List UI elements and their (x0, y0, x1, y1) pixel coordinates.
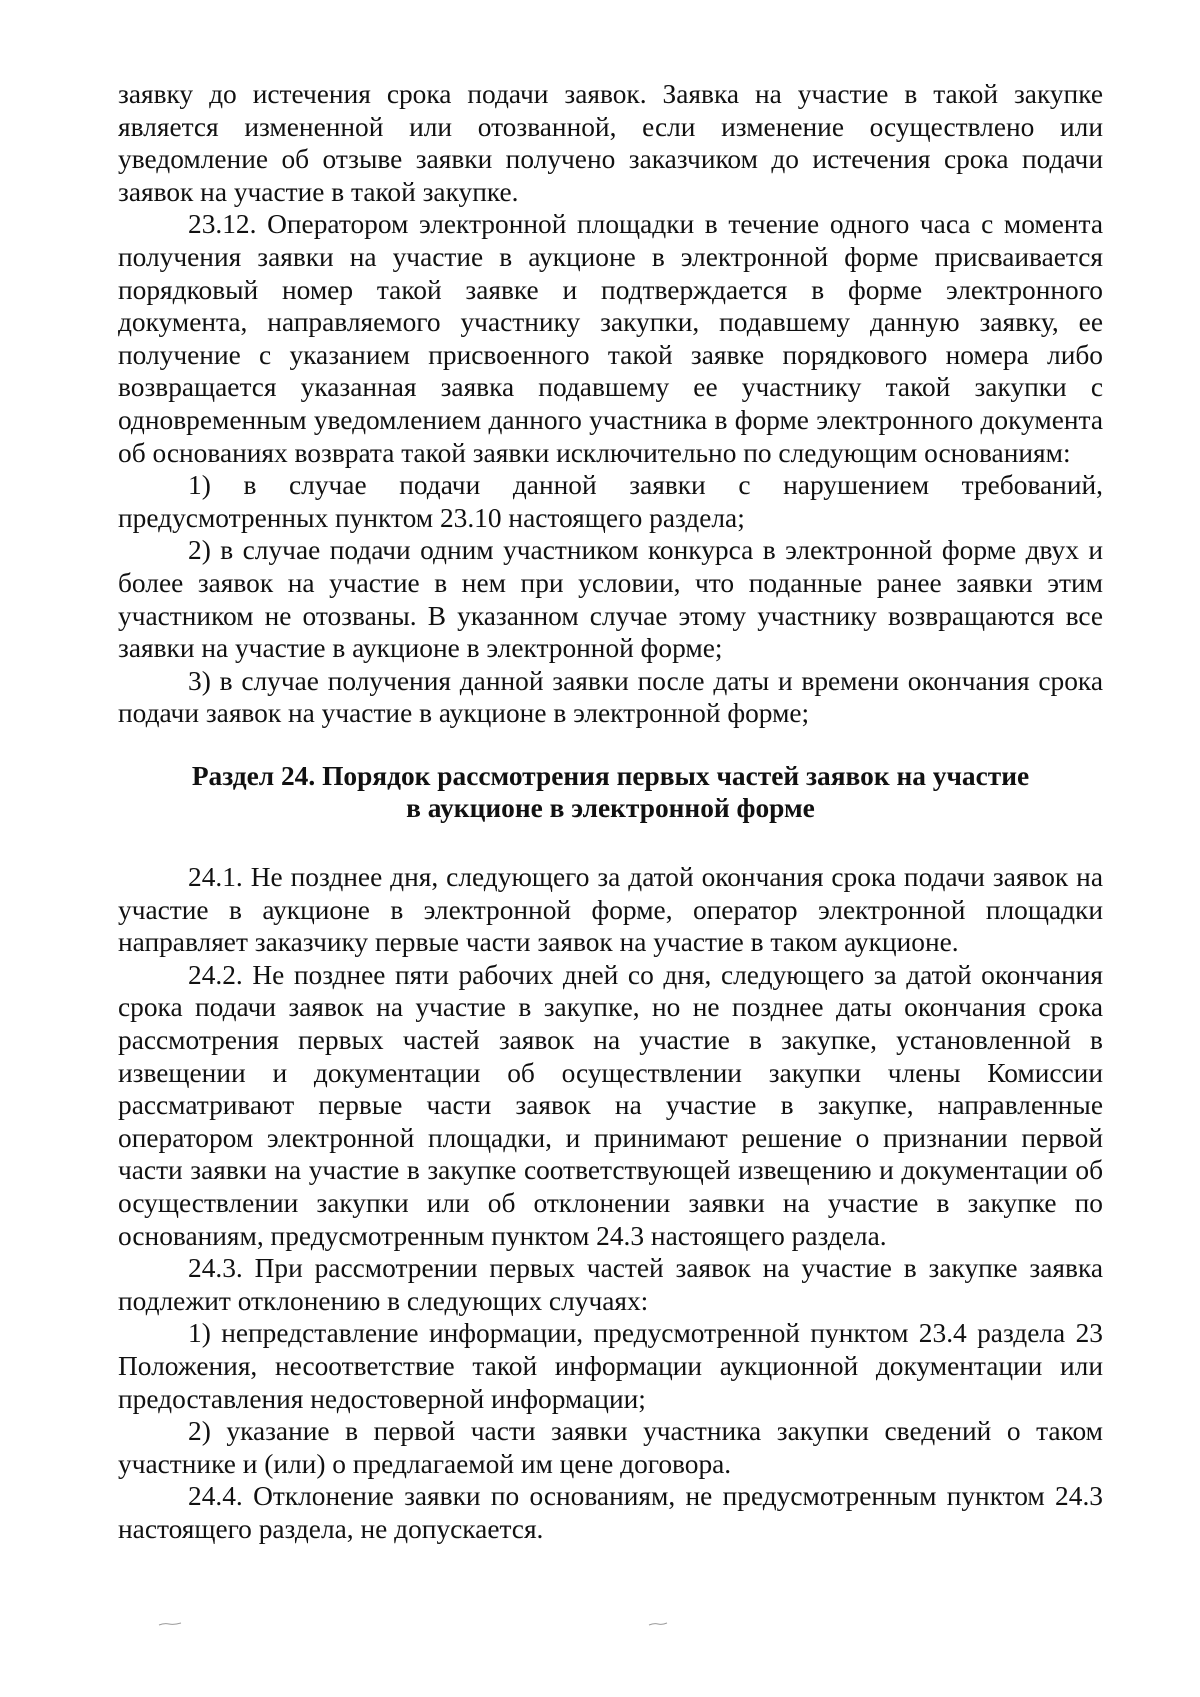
paragraph-24-2: 24.2. Не позднее пяти рабочих дней со дня, следующего за датой окончания срока подачи заявок на участие в закупке, но не позднее даты окончания срока рассмотрения первых частей заявок на участие в закупке, установленной в извещении и документации об осуществлении закупки члены Комиссии рассматривают первые части заявок на участие в закупке, направленные оператором электронной площадки, и принимают решение о признании первой части заявки на участие в закупке соответствующей извещению и документации об осуществлении закупки или об отклонении заявки на участие в закупке по основаниям, предусмотренным пунктом 24.3 настоящего раздела. (118, 959, 1103, 1251)
document-page (118, 78, 1103, 1546)
paragraph-24-1: 24.1. Не позднее дня, следующего за датой окончания срока подачи заявок на участие в аукционе в электронной форме, оператор электронной площадки направляет заказчику первые части заявок на участие в таком аукционе. (118, 862, 1103, 958)
section-title-line-2: в аукционе в электронной форме (406, 793, 815, 824)
list-item-24-3-1: 1) непредставление информации, предусмотренной пунктом 23.4 раздела 23 Положения, несоответствие такой информации аукционной документации или предоставления недостоверной информации; (118, 1318, 1103, 1414)
scan-artifact-center (648, 1621, 668, 1627)
list-item-1: 1) в случае подачи данной заявки с нарушением требований, предусмотренных пунктом 23.10 настоящего раздела; (118, 470, 1103, 533)
section-heading (118, 760, 1103, 825)
paragraph-23-12: 23.12. Оператором электронной площадки в течение одного часа с момента получения заявки на участие в аукционе в электронной форме присваивается порядковый номер такой заявке и подтверждается в форме электронного документа, направляемого участнику закупки, подавшему данную заявку, ее получение с указанием присвоенного такой заявке порядкового номера либо возвращается указанная заявка подавшему ее участнику такой закупки с одновременным уведомлением данного участника в форме электронного документа об основаниях возврата такой заявки исключительно по следующим основаниям: (118, 209, 1103, 468)
paragraph-continuation: заявку до истечения срока подачи заявок. Заявка на участие в такой закупке является измененной или отозванной, если изменение осуществлено или уведомление об отзыве заявки получено заказчиком до истечения срока подачи заявок на участие в такой закупке. (118, 79, 1103, 207)
list-item-3: 3) в случае получения данной заявки после даты и времени окончания срока подачи заявок на участие в аукционе в электронной форме; (118, 665, 1103, 729)
list-item-2: 2) в случае подачи одним участником конкурса в электронной форме двух и более заявок на участие в нем при условии, что поданные ранее заявки этим участником не отозваны. В указанном случае этому участнику возвращаются все заявки на участие в аукционе в электронной форме; (118, 535, 1103, 664)
list-item-24-3-2: 2) указание в первой части заявки участника закупки сведений о таком участнике и (или) о предлагаемой им цене договора. (118, 1416, 1103, 1479)
scan-artifact-left (158, 1621, 182, 1627)
paragraph-24-3: 24.3. При рассмотрении первых частей заявок на участие в закупке заявка подлежит отклонению в следующих случаях: (118, 1253, 1103, 1316)
section-title-line-1: Раздел 24. Порядок рассмотрения первых частей заявок на участие (191, 760, 1030, 791)
paragraph-24-4: 24.4. Отклонение заявки по основаниям, не предусмотренным пунктом 24.3 настоящего раздела, не допускается. (118, 1481, 1103, 1544)
